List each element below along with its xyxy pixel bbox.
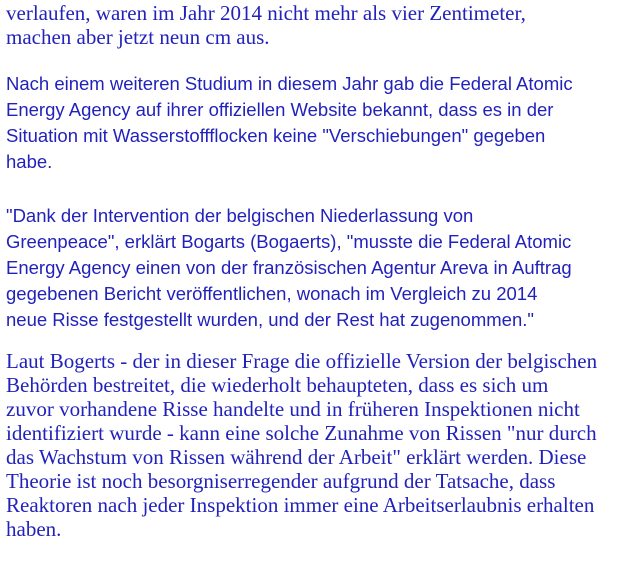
paragraph-3: "Dank der Intervention der belgischen Niederlassung von Greenpeace", erklärt Bogarts (Bogaerts), "musste die Federal Atomic Energy Agency einen von der französischen Agentur Areva in Auftrag gegebenen Bericht veröffentlichen, wonach im Vergleich zu 2014 neue Risse festgestellt wurden, und der Rest hat zugenommen." xyxy=(6,205,572,330)
paragraph-1: verlaufen, waren im Jahr 2014 nicht mehr als vier Zentimeter, machen aber jetzt neun cm aus. xyxy=(6,1,526,49)
paragraph-2: Nach einem weiteren Studium in diesem Jahr gab die Federal Atomic Energy Agency auf ihrer offiziellen Website bekannt, dass es in der Situation mit Wasserstoffflocken keine "Verschiebungen" gegeben habe. xyxy=(6,73,573,172)
paragraph-4: Laut Bogerts - der in dieser Frage die offizielle Version der belgischen Behörden bestreitet, die wiederholt behaupteten, dass es sich um zuvor vorhandene Risse handelte und in früheren Inspektionen nicht identifiziert wurde - kann eine solche Zunahme von Rissen "nur durch das Wachstum von Rissen während der Arbeit" erklärt werden. Diese Theorie ist noch besorgniserregender aufgrund der Tatsache, dass Reaktoren nach jeder Inspektion immer eine Arbeitserlaubnis erhalten haben. xyxy=(6,349,598,541)
